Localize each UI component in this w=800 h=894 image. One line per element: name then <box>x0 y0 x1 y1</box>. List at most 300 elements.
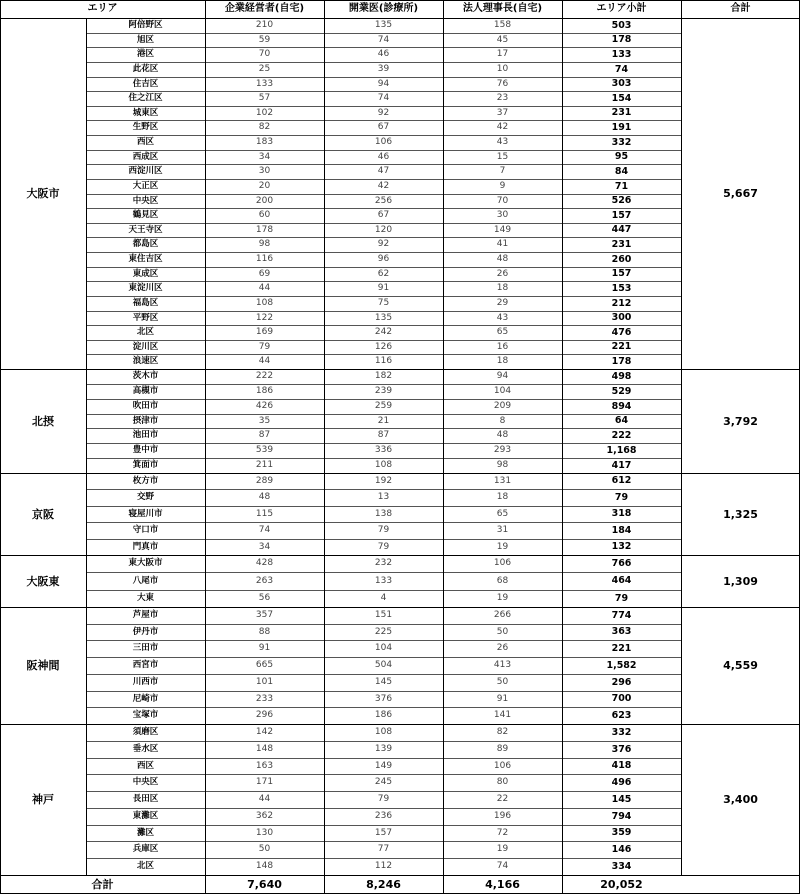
row-divider <box>86 296 681 297</box>
corporate-director-count: 23 <box>496 93 509 103</box>
practitioner-count: 259 <box>374 401 393 411</box>
location-name: 福島区 <box>132 298 159 309</box>
corporate-director-count: 43 <box>496 137 509 147</box>
practitioner-count: 245 <box>374 777 393 787</box>
business-owner-count: 59 <box>258 34 271 45</box>
business-owner-count: 163 <box>255 760 274 771</box>
row-divider <box>86 340 681 341</box>
practitioner-count: 192 <box>374 475 393 486</box>
row-divider <box>86 741 681 742</box>
practitioner-count: 139 <box>374 744 393 754</box>
group-divider <box>0 607 800 608</box>
practitioner-count: 242 <box>374 327 393 337</box>
business-owner-count: 48 <box>258 492 271 502</box>
corporate-director-count: 65 <box>496 327 509 337</box>
area-subtotal: 503 <box>611 19 632 31</box>
footer-grand-total: 20,052 <box>600 878 643 891</box>
column-divider <box>205 18 206 875</box>
corporate-director-count: 91 <box>496 693 509 704</box>
business-owner-count: 357 <box>255 610 274 620</box>
corporate-director-count: 45 <box>496 34 509 45</box>
location-name: 北区 <box>136 861 154 872</box>
header-area: エリア <box>87 3 118 14</box>
footer-divider <box>0 875 800 876</box>
area-total: 4,559 <box>723 659 758 672</box>
business-owner-count: 69 <box>258 268 271 279</box>
business-owner-count: 50 <box>258 844 271 854</box>
business-owner-count: 222 <box>255 371 274 381</box>
row-divider <box>86 774 681 775</box>
header-column-divider <box>562 0 563 18</box>
corporate-director-count: 9 <box>499 181 506 191</box>
footer-column-divider <box>324 875 325 894</box>
location-name: 北区 <box>136 327 154 338</box>
area-subtotal: 612 <box>611 475 632 487</box>
row-divider <box>86 539 681 540</box>
location-name: 東大阪市 <box>128 558 163 569</box>
row-divider <box>86 311 681 312</box>
area-subtotal: 363 <box>611 626 632 638</box>
corporate-director-count: 15 <box>496 151 509 162</box>
practitioner-count: 236 <box>374 811 393 821</box>
area-subtotal: 231 <box>611 238 632 250</box>
corporate-director-count: 149 <box>493 224 512 235</box>
area-subtotal: 64 <box>614 415 629 427</box>
business-owner-count: 91 <box>258 643 271 653</box>
column-divider <box>86 18 87 875</box>
row-divider <box>86 325 681 326</box>
location-name: 宝塚市 <box>132 710 159 721</box>
location-name: 箕面市 <box>132 460 159 471</box>
business-owner-count: 289 <box>255 475 274 486</box>
practitioner-count: 74 <box>377 34 390 45</box>
area-subtotal: 417 <box>611 459 632 471</box>
area-subtotal: 191 <box>611 121 632 133</box>
business-owner-count: 130 <box>255 827 274 838</box>
area-subtotal: 221 <box>611 341 632 353</box>
practitioner-count: 256 <box>374 195 393 206</box>
area-subtotal: 526 <box>611 195 632 207</box>
business-owner-count: 200 <box>255 195 274 206</box>
location-name: 淀川区 <box>132 341 159 352</box>
corporate-director-count: 26 <box>496 268 509 279</box>
border-top <box>0 0 800 1</box>
corporate-director-count: 18 <box>496 283 509 293</box>
area-subtotal: 1,582 <box>606 659 637 671</box>
area-subtotal: 766 <box>611 557 632 569</box>
business-owner-count: 98 <box>258 239 271 249</box>
area-subtotal: 71 <box>614 180 629 192</box>
area-total: 1,309 <box>723 574 758 588</box>
row-divider <box>86 354 681 355</box>
row-divider <box>86 135 681 136</box>
practitioner-count: 62 <box>377 268 390 279</box>
corporate-director-count: 29 <box>496 298 509 308</box>
location-name: 阿倍野区 <box>128 20 163 31</box>
practitioner-count: 336 <box>374 445 393 455</box>
area-subtotal: 260 <box>611 253 632 265</box>
business-owner-count: 210 <box>255 20 274 30</box>
row-divider <box>86 808 681 809</box>
location-name: 三田市 <box>132 643 159 654</box>
practitioner-count: 133 <box>374 575 393 586</box>
practitioner-count: 186 <box>374 710 393 720</box>
business-owner-count: 34 <box>258 541 271 552</box>
row-divider <box>86 572 681 573</box>
row-divider <box>86 841 681 842</box>
business-owner-count: 665 <box>255 660 274 670</box>
area-subtotal: 376 <box>611 743 632 755</box>
corporate-director-count: 30 <box>496 210 509 220</box>
practitioner-count: 116 <box>374 356 393 366</box>
area-total: 3,792 <box>723 414 758 428</box>
practitioner-count: 504 <box>374 660 393 670</box>
practitioner-count: 79 <box>377 541 390 552</box>
business-owner-count: 539 <box>255 445 274 455</box>
corporate-director-count: 42 <box>496 122 509 132</box>
corporate-director-count: 19 <box>496 541 509 552</box>
location-name: 平野区 <box>132 312 159 323</box>
row-divider <box>86 674 681 675</box>
practitioner-count: 157 <box>374 827 393 838</box>
practitioner-count: 138 <box>374 508 393 519</box>
business-owner-count: 30 <box>258 166 271 176</box>
row-divider <box>86 237 681 238</box>
corporate-director-count: 70 <box>496 195 509 206</box>
area-subtotal: 153 <box>611 282 632 294</box>
area-subtotal: 464 <box>611 575 632 587</box>
location-name: 高槻市 <box>132 386 159 397</box>
practitioner-count: 149 <box>374 760 393 771</box>
practitioner-count: 21 <box>377 415 390 426</box>
practitioner-count: 46 <box>377 49 390 59</box>
group-divider <box>0 473 800 474</box>
footer-column-divider <box>562 875 563 894</box>
header-business-owner: 企業経営者(自宅) <box>224 3 305 14</box>
business-owner-count: 428 <box>255 558 274 568</box>
area-name: 京阪 <box>32 507 54 521</box>
column-divider <box>443 18 444 875</box>
corporate-director-count: 19 <box>496 593 509 603</box>
location-name: 大正区 <box>132 181 159 192</box>
area-subtotal: 95 <box>614 151 629 163</box>
location-name: 摂津市 <box>132 415 159 426</box>
row-divider <box>86 179 681 180</box>
location-name: 茨木市 <box>132 371 159 382</box>
location-name: 浪速区 <box>132 356 159 367</box>
corporate-director-count: 18 <box>496 356 509 366</box>
location-name: 東灘区 <box>132 811 159 822</box>
corporate-director-count: 413 <box>493 660 512 670</box>
location-name: 寝屋川市 <box>128 508 163 519</box>
business-owner-count: 116 <box>255 254 274 264</box>
row-divider <box>86 267 681 268</box>
row-divider <box>86 458 681 459</box>
row-divider <box>86 120 681 121</box>
area-subtotal: 84 <box>614 165 629 177</box>
row-divider <box>86 691 681 692</box>
business-owner-count: 57 <box>258 93 271 103</box>
location-name: 天王寺区 <box>128 224 163 235</box>
area-total: 5,667 <box>723 187 758 200</box>
area-name: 北摂 <box>32 414 54 428</box>
practitioner-count: 92 <box>377 239 390 249</box>
area-name: 大阪市 <box>26 187 60 200</box>
row-divider <box>86 106 681 107</box>
location-name: 豊中市 <box>132 445 159 456</box>
business-owner-count: 183 <box>255 137 274 147</box>
area-subtotal: 774 <box>611 609 632 621</box>
area-subtotal: 496 <box>611 776 632 788</box>
row-divider <box>86 252 681 253</box>
location-name: 枚方市 <box>132 475 159 486</box>
area-subtotal: 332 <box>611 726 632 738</box>
area-subtotal: 79 <box>614 491 629 503</box>
business-owner-count: 35 <box>258 415 271 426</box>
corporate-director-count: 65 <box>496 508 509 519</box>
area-subtotal: 133 <box>611 48 632 60</box>
practitioner-count: 67 <box>377 122 390 132</box>
business-owner-count: 133 <box>255 78 274 89</box>
header-column-divider <box>324 0 325 18</box>
business-owner-count: 44 <box>258 283 271 293</box>
business-owner-count: 186 <box>255 386 274 396</box>
location-name: 灘区 <box>136 827 154 838</box>
area-subtotal: 231 <box>611 107 632 119</box>
corporate-director-count: 8 <box>499 415 506 426</box>
area-subtotal: 623 <box>611 709 632 721</box>
corporate-director-count: 19 <box>496 844 509 854</box>
row-divider <box>86 77 681 78</box>
business-owner-count: 82 <box>258 122 271 132</box>
corporate-director-count: 131 <box>493 475 512 486</box>
business-owner-count: 20 <box>258 181 271 191</box>
business-owner-count: 60 <box>258 210 271 220</box>
corporate-director-count: 89 <box>496 744 509 754</box>
location-name: 吹田市 <box>132 401 159 412</box>
corporate-director-count: 82 <box>496 727 509 737</box>
column-divider <box>681 18 682 875</box>
row-divider <box>86 194 681 195</box>
location-name: 守口市 <box>132 525 159 536</box>
corporate-director-count: 141 <box>493 710 512 720</box>
corporate-director-count: 50 <box>496 677 509 687</box>
location-name: 城東区 <box>132 107 159 118</box>
location-name: 住之江区 <box>128 93 163 104</box>
area-subtotal: 334 <box>611 860 632 872</box>
area-subtotal: 476 <box>611 326 632 338</box>
practitioner-count: 376 <box>374 693 393 704</box>
location-name: 西成区 <box>132 151 159 162</box>
business-owner-count: 148 <box>255 861 274 871</box>
location-name: 東住吉区 <box>128 254 163 265</box>
area-subtotal: 303 <box>611 78 632 90</box>
practitioner-count: 46 <box>377 151 390 162</box>
business-owner-count: 87 <box>258 430 271 440</box>
corporate-director-count: 68 <box>496 575 509 586</box>
practitioner-count: 112 <box>374 861 393 871</box>
corporate-director-count: 106 <box>493 760 512 771</box>
location-name: 西区 <box>136 760 154 771</box>
row-divider <box>86 33 681 34</box>
area-name: 阪神間 <box>26 659 60 672</box>
area-subtotal: 178 <box>611 355 632 367</box>
corporate-director-count: 48 <box>496 254 509 264</box>
area-subtotal: 146 <box>611 843 632 855</box>
location-name: 芦屋市 <box>132 610 159 621</box>
area-name: 神戸 <box>32 793 54 806</box>
practitioner-count: 91 <box>377 283 390 293</box>
business-owner-count: 25 <box>258 64 271 74</box>
location-name: 須磨区 <box>132 727 159 738</box>
location-name: 東淀川区 <box>128 283 163 294</box>
corporate-director-count: 98 <box>496 460 509 470</box>
row-divider <box>86 428 681 429</box>
business-owner-count: 122 <box>255 312 274 323</box>
row-divider <box>86 150 681 151</box>
row-divider <box>86 62 681 63</box>
business-owner-count: 108 <box>255 298 274 308</box>
footer-business-owner-total: 7,640 <box>247 878 282 891</box>
footer-label: 合計 <box>91 878 114 891</box>
practitioner-count: 47 <box>377 166 390 176</box>
area-subtotal: 178 <box>611 34 632 46</box>
corporate-director-count: 106 <box>493 558 512 568</box>
location-name: 鶴見区 <box>132 210 159 221</box>
header-practitioner: 開業医(診療所) <box>348 3 419 14</box>
location-name: 尼崎市 <box>132 693 159 704</box>
row-divider <box>86 624 681 625</box>
area-total: 1,325 <box>723 507 758 521</box>
column-divider <box>562 18 563 875</box>
row-divider <box>86 223 681 224</box>
column-divider <box>324 18 325 875</box>
header-column-divider <box>443 0 444 18</box>
practitioner-count: 39 <box>377 64 390 74</box>
practitioner-count: 94 <box>377 78 390 89</box>
area-subtotal: 300 <box>611 312 632 324</box>
location-name: 旭区 <box>136 34 154 45</box>
practitioner-count: 77 <box>377 844 390 854</box>
practitioner-count: 87 <box>377 430 390 440</box>
corporate-director-count: 104 <box>493 386 512 396</box>
row-divider <box>86 281 681 282</box>
business-owner-count: 44 <box>258 794 271 804</box>
location-name: 中央区 <box>132 777 159 788</box>
corporate-director-count: 48 <box>496 430 509 440</box>
header-subtotal: エリア小計 <box>596 3 647 14</box>
area-subtotal: 79 <box>614 592 629 604</box>
row-divider <box>86 590 681 591</box>
practitioner-count: 182 <box>374 371 393 381</box>
business-owner-count: 44 <box>258 356 271 366</box>
location-name: 西区 <box>136 137 154 148</box>
business-owner-count: 34 <box>258 151 271 162</box>
group-divider <box>0 724 800 725</box>
location-name: 交野 <box>136 492 154 503</box>
footer-column-divider <box>205 875 206 894</box>
location-name: 此花区 <box>132 64 159 75</box>
location-name: 大東 <box>136 593 154 604</box>
practitioner-count: 104 <box>374 643 393 653</box>
location-name: 伊丹市 <box>132 626 159 637</box>
area-subtotal: 447 <box>611 224 632 236</box>
business-owner-count: 211 <box>255 460 274 470</box>
practitioner-count: 96 <box>377 254 390 264</box>
corporate-director-count: 17 <box>496 49 509 59</box>
practitioner-count: 74 <box>377 93 390 103</box>
header-column-divider <box>205 0 206 18</box>
practitioner-count: 79 <box>377 794 390 804</box>
location-name: 門真市 <box>132 541 159 552</box>
area-subtotal: 1,168 <box>606 444 637 456</box>
corporate-director-count: 10 <box>496 64 509 74</box>
practitioner-count: 135 <box>374 312 393 323</box>
area-subtotal: 296 <box>611 676 632 688</box>
business-owner-count: 169 <box>255 327 274 337</box>
corporate-director-count: 74 <box>496 861 509 871</box>
area-subtotal: 418 <box>611 760 632 772</box>
group-divider <box>0 369 800 370</box>
corporate-director-count: 266 <box>493 610 512 620</box>
corporate-director-count: 7 <box>499 166 506 176</box>
row-divider <box>86 791 681 792</box>
location-name: 都島区 <box>132 239 159 250</box>
area-subtotal: 184 <box>611 524 632 536</box>
row-divider <box>86 825 681 826</box>
business-owner-count: 79 <box>258 341 271 352</box>
area-subtotal: 498 <box>611 370 632 382</box>
corporate-director-count: 72 <box>496 827 509 838</box>
area-name: 大阪東 <box>26 574 60 588</box>
row-divider <box>86 522 681 523</box>
practitioner-count: 145 <box>374 677 393 687</box>
practitioner-count: 79 <box>377 525 390 535</box>
location-name: 垂水区 <box>132 744 159 755</box>
corporate-director-count: 26 <box>496 643 509 653</box>
business-owner-count: 178 <box>255 224 274 235</box>
row-divider <box>86 758 681 759</box>
area-subtotal: 74 <box>614 63 629 75</box>
location-name: 兵庫区 <box>132 844 159 855</box>
area-subtotal: 157 <box>611 268 632 280</box>
area-subtotal: 212 <box>611 297 632 309</box>
business-owner-count: 70 <box>258 49 271 59</box>
corporate-director-count: 16 <box>496 341 509 352</box>
row-divider <box>86 858 681 859</box>
business-owner-count: 233 <box>255 693 274 704</box>
corporate-director-count: 80 <box>496 777 509 787</box>
row-divider <box>86 414 681 415</box>
row-divider <box>86 208 681 209</box>
area-subtotal: 222 <box>611 429 632 441</box>
group-divider <box>0 18 800 19</box>
corporate-director-count: 209 <box>493 401 512 411</box>
business-owner-count: 88 <box>258 626 271 637</box>
location-name: 西淀川区 <box>128 166 163 177</box>
practitioner-count: 42 <box>377 181 390 191</box>
practitioner-count: 67 <box>377 210 390 220</box>
corporate-director-count: 158 <box>493 20 512 30</box>
area-subtotal: 359 <box>611 827 632 839</box>
practitioner-count: 120 <box>374 224 393 235</box>
corporate-director-count: 43 <box>496 312 509 323</box>
business-owner-count: 74 <box>258 525 271 535</box>
area-subtotal: 794 <box>611 810 632 822</box>
corporate-director-count: 94 <box>496 371 509 381</box>
location-name: 生野区 <box>132 122 159 133</box>
location-name: 東成区 <box>132 268 159 279</box>
